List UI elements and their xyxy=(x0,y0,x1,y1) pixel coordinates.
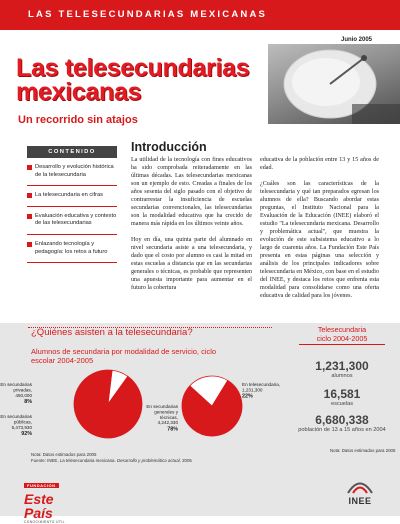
contents-item-cifras xyxy=(27,186,117,207)
slice-label: En secundarias xyxy=(0,414,32,419)
contents-list xyxy=(27,158,117,263)
figure-label: alumnos xyxy=(331,373,353,379)
stats-question: ¿Quiénes asisten a la telesecundaria? xyxy=(31,327,193,338)
source-prefix: Fuente: INEE, La telesecundaria mexicana. xyxy=(31,458,117,463)
main-title xyxy=(16,56,316,104)
inee-logo xyxy=(340,478,380,512)
slice-label: generales y xyxy=(154,409,178,415)
cycle-years: ciclo 2004-2005 xyxy=(316,334,368,343)
figure-escuelas xyxy=(294,388,390,408)
pie-slice xyxy=(74,370,142,438)
subtitle: Un recorrido sin atajos xyxy=(18,114,138,126)
slice-percent: 8% xyxy=(24,399,32,405)
slice-label: públicas, xyxy=(13,419,32,425)
contents-sidebar xyxy=(27,146,117,263)
slice-label: privadas, xyxy=(13,387,32,393)
contents-heading: CONTENIDO xyxy=(27,146,117,158)
figure-value: 6,680,338 xyxy=(315,413,369,427)
slice-percent: 22% xyxy=(242,393,253,400)
slice-label: En telesecundaria, xyxy=(242,382,281,387)
slice-value: 4,242,330 xyxy=(157,420,178,426)
slice-value: 450,000 xyxy=(15,392,32,398)
contents-item-label: Evaluación educativa y contexto de las telesecundarias xyxy=(35,212,117,227)
contents-item-retos xyxy=(27,235,117,263)
chart-note: Nota: Datos estimados para 2005 xyxy=(31,452,97,457)
square-bullet-icon xyxy=(27,242,32,247)
paragraph: ¿Cuáles son las características de la telesecundaria y qué tan preparados egresan los alumnos de ella? Buscando abordar estas preguntas, el Instituto Nacional para la Evaluación de la Educación (INEE) elaboró el estudio "La telesecundaria mexicana. Desarrollo y problemática actual", que muestra la evolución de este subsistema educativo a lo largo de cuarenta años. La Fundación Este País presenta en estas páginas una selección y análisis de los principales indicadores sobre telesecundaria en México, con base en el estudio del INEE, y destaca los retos que enfrenta esta modalidad para consolidarse como una oferta educativa de calidad para los jóvenes. xyxy=(260,181,379,299)
slice-label: En secundarias xyxy=(0,382,32,387)
chart-title: Alumnos de secundaria por modalidad de servicio, ciclo escolar 2004-2005 xyxy=(31,347,217,365)
headline xyxy=(16,56,316,126)
square-bullet-icon xyxy=(27,165,32,170)
slice-label: En secundarias xyxy=(146,404,178,409)
source-suffix: 2005 xyxy=(180,458,192,463)
paragraph: La utilidad de la tecnología con fines educativos ha sido comprobada reiteradamente en las últimas décadas. Las telesecundarias mexicanas son un ejemplo de esto. Creadas a finales de los años sesenta del siglo pasado con el objetivo de contrarrestar la insuficiencia de escuelas secundarias convencionales, las telesecundarias son la modalidad educativa que ha crecido de manera más rápida en los últimos veinte años. xyxy=(131,157,252,227)
figure-label: escuelas xyxy=(330,401,354,407)
contents-item-desarrollo xyxy=(27,158,117,186)
figure-value: 1,231,300 xyxy=(315,359,369,373)
este-pais-logo xyxy=(24,474,84,524)
running-head: LAS TELESECUNDARIAS MEXICANAS xyxy=(28,9,268,20)
issue-date: Junio 2005 xyxy=(340,37,372,43)
chart-source xyxy=(31,458,192,463)
cycle-heading xyxy=(294,325,390,345)
square-bullet-icon xyxy=(27,214,32,219)
slice-value: 5,473,930 xyxy=(11,424,32,430)
contents-item-label: Desarrollo y evolución histórica de la telesecundaria xyxy=(35,164,114,178)
paragraph: Hoy en día, una quinta parte del alumnado en nivel secundaria asiste a una telesecundaria, y dado que el costo por alumno es casi la mitad en estas escuelas a distancia que en las secundarias generales o técnicas, es probable que representen una apuesta importante para aumentar en el futuro la cobertura xyxy=(131,237,252,291)
logo-name: Este País xyxy=(24,491,54,521)
figure-alumnos xyxy=(294,360,390,380)
source-title: Desarrollo y problemática actual, xyxy=(116,458,181,463)
slice-value: 1,231,300 xyxy=(242,387,263,393)
figure-label: población de 13 a 15 años en 2004 xyxy=(298,427,386,433)
intro-heading: Introducción xyxy=(131,140,207,154)
contents-item-label: La telesecundaria en cifras xyxy=(35,192,103,199)
figure-poblacion xyxy=(294,414,390,434)
paragraph: educativa de la población entre 13 y 15 años de edad. xyxy=(260,157,379,171)
top-banner xyxy=(0,0,400,30)
figure-value: 16,581 xyxy=(323,387,361,401)
inee-emblem-icon xyxy=(346,478,374,494)
contents-item-label: Enlazando tecnología y pedagogía: los retos a futuro xyxy=(35,240,108,255)
title-line-1: Las telesecundarias xyxy=(16,54,250,82)
inee-text: INEE xyxy=(348,496,372,506)
figures-note: Nota: Datos estimados para 2005 xyxy=(330,448,396,453)
slice-label: técnicas, xyxy=(159,414,178,420)
contents-item-evaluacion xyxy=(27,207,117,235)
square-bullet-icon xyxy=(27,193,32,198)
logo-tagline: CONOCIMIENTO ÚTIL xyxy=(24,520,65,524)
pie-charts xyxy=(0,366,290,456)
cycle-title: Telesecundaria xyxy=(317,325,367,334)
title-line-2: mexicanas xyxy=(16,78,142,106)
divider xyxy=(299,344,385,345)
slice-percent: 92% xyxy=(21,431,32,437)
slice-percent: 78% xyxy=(167,426,178,433)
article-column-1 xyxy=(131,156,252,300)
logo-foundation-label: FUNDACIÓN xyxy=(24,483,59,488)
article-column-2 xyxy=(260,156,379,308)
